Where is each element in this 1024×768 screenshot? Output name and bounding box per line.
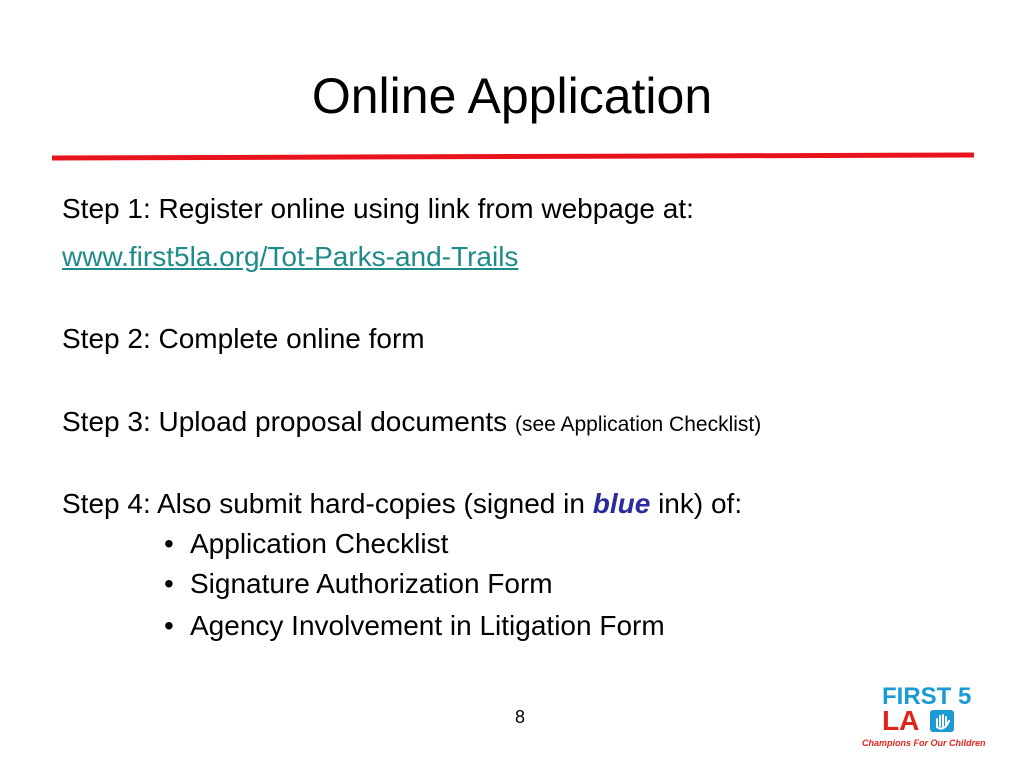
bullet-glyph: • bbox=[164, 610, 174, 641]
logo-first5-text: FIRST 5 bbox=[882, 683, 972, 710]
step-3-line bbox=[62, 405, 761, 442]
step-3-note: (see Application Checklist) bbox=[514, 413, 762, 436]
step-4-emphasis-blue: blue bbox=[592, 488, 651, 519]
title-rule-divider bbox=[52, 150, 974, 164]
bullet-item-label: Signature Authorization Form bbox=[190, 568, 553, 599]
bullet-item-label: Application Checklist bbox=[190, 528, 449, 559]
bullet-glyph: • bbox=[164, 568, 174, 599]
bullet-item bbox=[164, 567, 553, 601]
step-1-text: Step 1: Register online using link from webpage at: bbox=[62, 193, 694, 224]
step-4-text-before: Step 4: Also submit hard-copies (signed in bbox=[62, 488, 585, 519]
logo-la-text: LA bbox=[882, 705, 920, 736]
bullet-item bbox=[164, 609, 665, 643]
logo-tagline: Champions For Our Children bbox=[862, 738, 986, 748]
bullet-item bbox=[164, 527, 448, 561]
step-4-text-after: ink) of: bbox=[658, 488, 743, 519]
hand-icon bbox=[930, 710, 954, 732]
slide-title: Online Application bbox=[311, 68, 713, 124]
bullet-item-label: Agency Involvement in Litigation Form bbox=[190, 610, 665, 641]
step-4-line bbox=[62, 487, 742, 521]
bullet-glyph: • bbox=[164, 528, 174, 559]
first5la-logo bbox=[862, 683, 986, 754]
page-number: 8 bbox=[514, 707, 525, 727]
step-3-text: Step 3: Upload proposal documents bbox=[62, 406, 508, 437]
step-2-text: Step 2: Complete online form bbox=[62, 323, 425, 354]
first5la-link[interactable]: www.first5la.org/Tot-Parks-and-Trails bbox=[62, 241, 519, 272]
